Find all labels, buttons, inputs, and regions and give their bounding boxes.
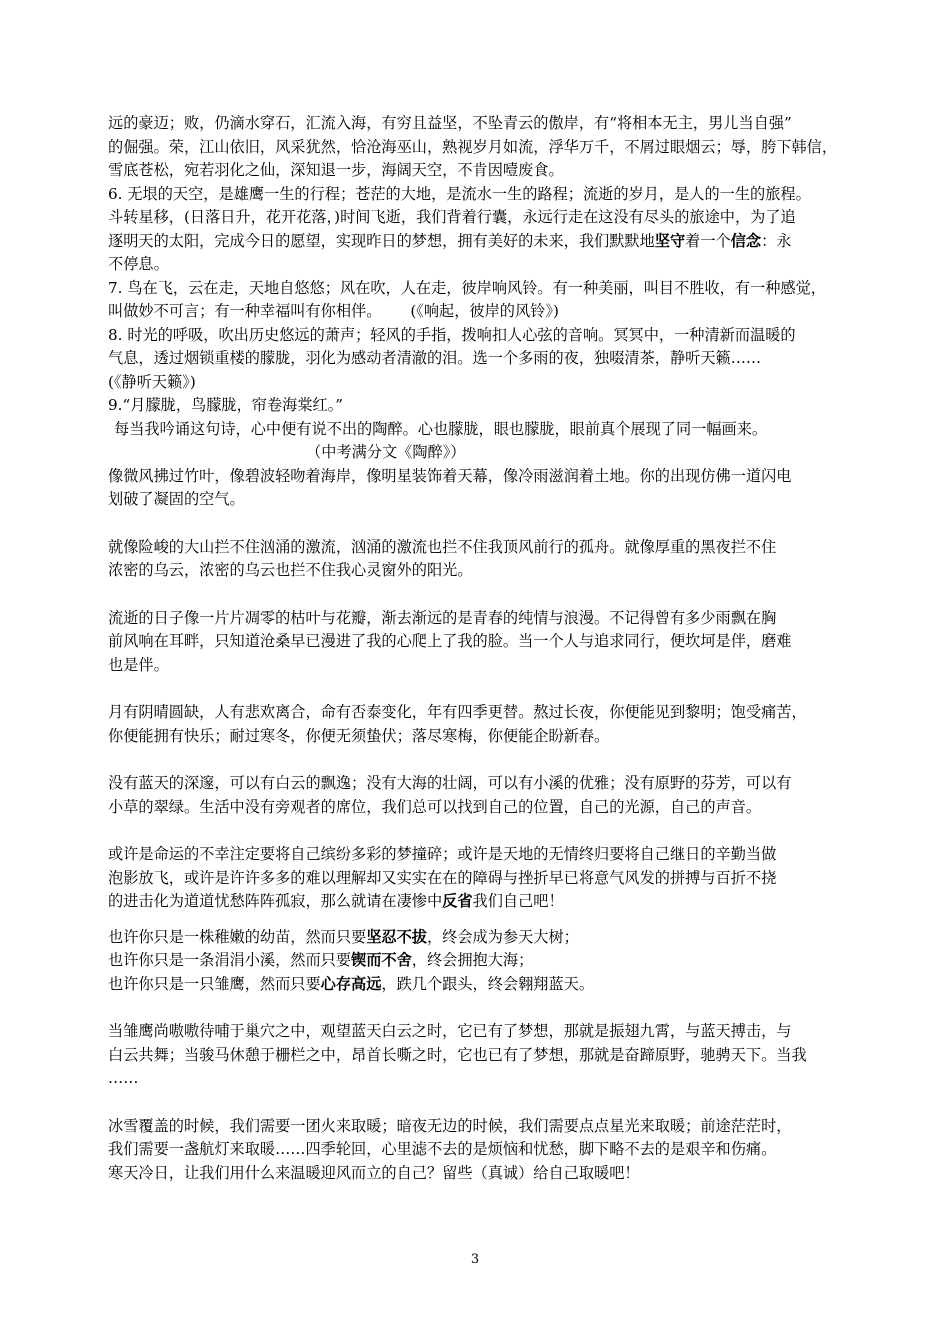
paragraph-days: [108, 607, 848, 678]
text-line: 雪底苍松，宛若羽化之仙，深知退一步，海阔天空，不肯因噎废食。: [108, 161, 564, 179]
text-line: 小草的翠绿。生活中没有旁观者的席位，我们总可以找到自己的位置，自己的光源，自己的声音。: [108, 797, 762, 816]
text-line: 6. 无垠的天空，是雄鹰一生的行程；苍茫的大地，是流水一生的路程；流逝的岁月，是人的一生的旅程。: [108, 184, 811, 203]
text-run: 也许你只是一条涓涓小溪，然而只要: [108, 951, 351, 969]
paragraph-gap: [108, 677, 848, 701]
text-line: [108, 973, 848, 997]
bold-keyword: 坚忍不拔: [366, 927, 427, 946]
quote-line: 9.“月朦胧，鸟朦胧，帘卷海棠红。”: [108, 396, 344, 414]
paragraph-fate: [108, 843, 848, 914]
paragraph-5-continued: [108, 112, 848, 183]
text-line: 寒天冷日，让我们用什么来温暖迎风而立的自己？留些（真诚）给自己取暖吧！: [108, 1163, 640, 1182]
document-body: [108, 112, 848, 1185]
bold-keyword: 坚守: [654, 231, 686, 250]
text-run: ，终会拥抱大海；: [411, 951, 534, 969]
text-line: 当雏鹰尚嗷嗷待哺于巢穴之中，观望蓝天白云之时，它已有了梦想，那就是振翅九霄，与蓝天搏击，与: [108, 1022, 792, 1040]
text-run: 也许你只是一株稚嫩的幼苗，然而只要: [108, 927, 367, 946]
source-citation: （中考满分文《陶醉》）: [306, 443, 466, 461]
text-line: 或许是命运的不幸注定要将自己缤纷多彩的梦撞碎；或许是天地的无情终归要将自己继日的辛勤当做: [108, 845, 777, 863]
text-run: 的进击化为道道忧愁阵阵孤寂，那么就请在凄惨中: [108, 892, 443, 910]
text-run: ，跌几个跟头，终会翱翔蓝天。: [381, 974, 594, 993]
text-line: 泡影放飞，或许是许许多多的难以理解却又实实在在的障碍与挫折早已将意气风发的拼搏与百折不挠: [108, 868, 777, 887]
text-line: [108, 230, 848, 254]
text-run: 逐明天的太阳，完成今日的愿望，实现昨日的梦想，拥有美好的未来，我们默默地: [108, 231, 655, 250]
bold-keyword: 锲而不舍: [351, 951, 412, 969]
paragraph-8: [108, 324, 848, 395]
text-run: ：永: [761, 231, 792, 250]
paragraph-gap: [108, 914, 848, 926]
paragraph-gap: [108, 748, 848, 772]
paragraph-gap: [108, 996, 848, 1020]
text-line: 像微风拂过竹叶，像碧波轻吻着海岸，像明星装饰着天幕，像冷雨滋润着土地。你的出现仿佛一道闪电: [108, 466, 792, 485]
paragraph-gap: [108, 583, 848, 607]
text-line: 我们需要一盏航灯来取暖……四季轮回，心里滤不去的是烦恼和忧愁，脚下略不去的是艰辛和伤痛。: [108, 1140, 777, 1158]
text-line: 前风响在耳畔，只知道沧桑早已漫进了我的心爬上了我的脸。当一个人与追求同行，便坎坷是伴，磨难: [108, 632, 792, 650]
page-number: 3: [470, 1252, 480, 1267]
text-line: 冰雪覆盖的时候，我们需要一团火来取暖；暗夜无边的时候，我们需要点点星光来取暖；前途茫茫时，: [108, 1116, 792, 1135]
bold-keyword: 信念: [730, 231, 762, 250]
text-line: 没有蓝天的深邃，可以有白云的飘逸；没有大海的壮阔，可以有小溪的优雅；没有原野的芬芳，可以有: [108, 774, 792, 792]
bold-keyword: 反省: [442, 892, 473, 910]
paragraph-gap: [108, 819, 848, 843]
text-line: 白云共舞；当骏马休憩于栅栏之中，昂首长嘶之时，它也已有了梦想，那就是奋蹄原野，驰骋天下。当我: [108, 1045, 807, 1064]
text-line: 远的豪迈；败，仍滴水穿石，汇流入海，有穷且益坚，不坠青云的傲岸，有“将相本无主，男儿当自强”: [108, 114, 792, 132]
text-line: ……: [108, 1069, 139, 1087]
paragraph-sky: [108, 772, 848, 819]
text-line: 斗转星移，(日落日升，花开花落，)时间飞逝，我们背着行囊，永远行走在这没有尽头的旅途中，为了追: [108, 208, 796, 226]
paragraph-gap: [108, 1091, 848, 1115]
paragraph-9: [108, 394, 848, 465]
text-line: 就像险峻的大山拦不住汹涌的激流，汹涌的激流也拦不住我顶风前行的孤舟。就像厚重的黑夜拦不住: [108, 537, 777, 556]
text-line: 浓密的乌云，浓密的乌云也拦不住我心灵窗外的阳光。: [108, 561, 473, 579]
text-line: 也是伴。: [108, 655, 169, 674]
paragraph-gap: [108, 512, 848, 536]
text-line: 8. 时光的呼吸，吹出历史悠远的萧声；轻风的手指，拨响扣人心弦的音响。冥冥中，一种清新而温暖的: [108, 325, 796, 344]
text-line: 月有阴晴圆缺，人有悲欢离合，命有否泰变化，年有四季更替。熬过长夜，你便能见到黎明；饱受痛苦，: [108, 703, 807, 721]
paragraph-6: [108, 183, 848, 277]
text-line: [108, 890, 848, 914]
paragraph-7: [108, 277, 848, 324]
text-line: [108, 926, 848, 950]
paragraph-warmth: [108, 1115, 848, 1186]
text-line: 流逝的日子像一片片凋零的枯叶与花瓣，渐去渐远的是青春的纯情与浪漫。不记得曾有多少雨飘在胸: [108, 608, 777, 627]
text-run: ，终会成为参天大树；: [426, 927, 579, 946]
text-run: 我们自己吧！: [472, 892, 564, 910]
text-line: 气息，透过烟锁重楼的朦胧，羽化为感动者清澈的泪。选一个多雨的夜，独啜清茶，静听天籁……: [108, 349, 762, 367]
text-run: 也许你只是一只雏鹰，然而只要: [108, 974, 321, 993]
source-citation: (《静听天籁》): [108, 372, 196, 391]
paragraph-mountain: [108, 536, 848, 583]
paragraph-maybe: [108, 926, 848, 997]
paragraph-simile: [108, 465, 848, 512]
paragraph-moon: [108, 701, 848, 748]
text-line: 叫做妙不可言；有一种幸福叫有你相伴。 (《响起，彼岸的风铃》): [108, 302, 559, 320]
text-line: 你便能拥有快乐；耐过寒冬，你便无须蛰伏；落尽寒梅，你便能企盼新春。: [108, 726, 610, 745]
text-run: 着一个: [685, 231, 731, 250]
text-line: 划破了凝固的空气。: [108, 490, 245, 508]
text-line: 每当我吟诵这句诗，心中便有说不出的陶醉。心也朦胧，眼也朦胧，眼前真个展现了同一幅画来。: [114, 419, 768, 438]
text-line: 的倔强。荣，江山依旧，风采犹然，恰沧海巫山，熟视岁月如流，浮华万千，不屑过眼烟云；辱，胯下韩信，: [108, 137, 837, 156]
text-line: [108, 949, 848, 973]
bold-keyword: 心存高远: [320, 974, 382, 993]
text-line: 7. 鸟在飞，云在走，天地自悠悠；风在吹，人在走，彼岸响风铃。有一种美丽，叫目不胜收，有一种感觉，: [108, 278, 826, 297]
text-line: 不停息。: [108, 255, 169, 273]
paragraph-eagle: [108, 1020, 848, 1091]
